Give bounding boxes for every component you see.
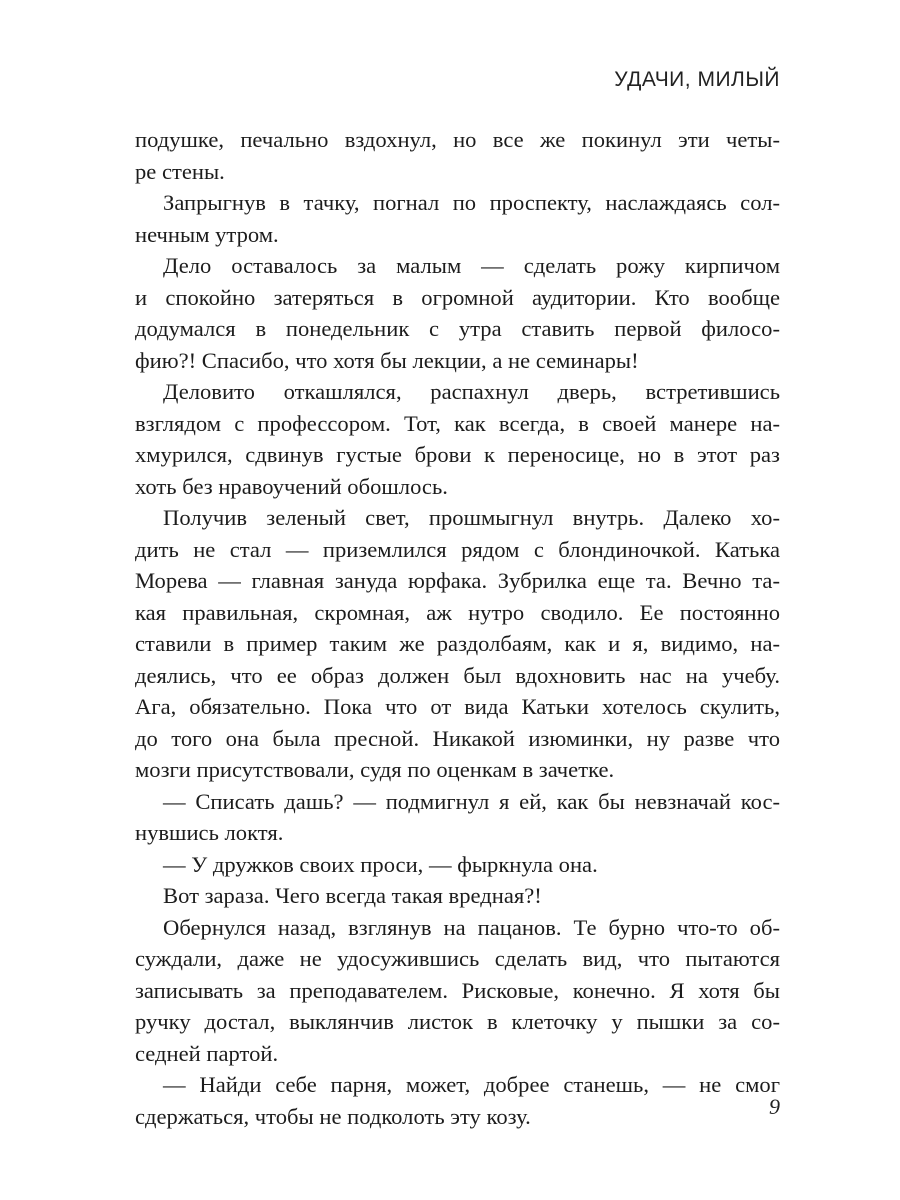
text-line: взглядом с профессором. Тот, как всегда, в своей манере на- — [135, 410, 780, 436]
text-line: — У дружков своих проси, — фыркнула она. — [163, 851, 598, 877]
text-line: додумался в понедельник с утра ставить первой филосо- — [135, 316, 780, 341]
text-line: ре стены. — [135, 158, 225, 184]
text-line: ставили в пример таким же раздолбаям, как и я, видимо, на- — [135, 631, 780, 656]
text-line: мозги присутствовали, судя по оценкам в зачетке. — [135, 757, 615, 782]
text-line: Деловито откашлялся, распахнул дверь, встретившись — [163, 379, 780, 404]
text-line: суждали, даже не удосужившись сделать вид, что пытаются — [135, 946, 780, 971]
text-line: хмурился, сдвинув густые брови к переносице, но в этот раз — [135, 442, 780, 467]
text-line: — Списать дашь? — подмигнул я ей, как бы невзначай кос- — [163, 788, 780, 814]
body-text — [135, 124, 780, 1132]
paragraph — [135, 849, 780, 881]
text-line: кая правильная, скромная, аж нутро сводило. Ее постоянно — [135, 599, 780, 625]
text-line: сдержаться, чтобы не подколоть эту козу. — [135, 1103, 531, 1129]
paragraph — [135, 187, 780, 250]
paragraph — [135, 376, 780, 502]
text-line: до того она была пресной. Никакой изюминки, ну разве что — [135, 725, 780, 751]
text-line: седней партой. — [135, 1040, 279, 1066]
paragraph — [135, 124, 780, 187]
text-line: хоть без нравоучений обошлось. — [135, 473, 448, 499]
page-number: 9 — [769, 1094, 780, 1119]
text-line: деялись, что ее образ должен был вдохновить нас на учебу. — [135, 662, 780, 688]
text-line: Ага, обязательно. Пока что от вида Катьки хотелось скулить, — [135, 694, 780, 719]
paragraph — [135, 912, 780, 1070]
running-header: УДАЧИ, МИЛЫЙ — [614, 68, 780, 91]
text-line: записывать за преподавателем. Рисковые, конечно. Я хотя бы — [135, 977, 780, 1003]
text-line: Дело оставалось за малым — сделать рожу кирпичом — [163, 253, 780, 278]
paragraph — [135, 880, 780, 912]
text-line: подушке, печально вздохнул, но все же покинул эти четы- — [135, 127, 780, 152]
text-line: нечным утром. — [135, 221, 279, 247]
text-line: — Найди себе парня, может, добрее станешь, — не смог — [163, 1072, 780, 1097]
text-line: нувшись локтя. — [135, 820, 284, 845]
text-line: Обернулся назад, взглянув на пацанов. Те бурно что-то об- — [163, 914, 780, 940]
text-line: и спокойно затеряться в огромной аудитории. Кто вообще — [135, 284, 780, 310]
text-line: Получив зеленый свет, прошмыгнул внутрь. Далеко хо- — [163, 505, 780, 530]
text-line: Морева — главная зануда юрфака. Зубрилка еще та. Вечно та- — [135, 568, 780, 593]
text-line: Запрыгнув в тачку, погнал по проспекту, наслаждаясь сол- — [163, 190, 780, 215]
text-line: Вот зараза. Чего всегда такая вредная?! — [163, 883, 542, 908]
paragraph — [135, 250, 780, 376]
text-line: дить не стал — приземлился рядом с блондиночкой. Катька — [135, 536, 780, 562]
paragraph — [135, 502, 780, 786]
paragraph — [135, 786, 780, 849]
text-line: фию?! Спасибо, что хотя бы лекции, а не семинары! — [135, 347, 639, 373]
paragraph — [135, 1069, 780, 1132]
text-line: ручку достал, выклянчив листок в клеточку у пышки за со- — [135, 1009, 780, 1034]
